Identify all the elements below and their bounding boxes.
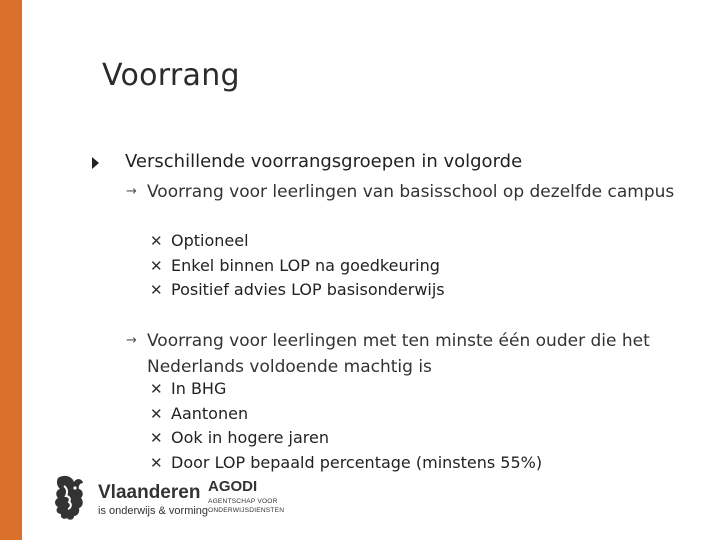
list-item: ✕ Door LOP bepaald percentage (minstens 55%) xyxy=(150,451,542,476)
arrow-bullet-icon: → xyxy=(126,184,137,199)
list-item: ✕ Ook in hogere jaren xyxy=(150,426,542,451)
cross-bullet-icon: ✕ xyxy=(150,232,163,250)
accent-sidebar xyxy=(0,0,22,540)
cross-bullet-icon: ✕ xyxy=(150,404,163,423)
vlaanderen-tagline: is onderwijs & vorming xyxy=(98,505,209,517)
list-item: ✕ Aantonen xyxy=(150,402,542,427)
slide-title: Voorrang xyxy=(102,58,240,93)
triangle-bullet-icon xyxy=(92,157,99,169)
footer-logos xyxy=(50,474,310,524)
group-2 xyxy=(126,328,707,380)
list-item: ✕ Optioneel xyxy=(150,229,445,254)
main-bullet-text: Verschillende voorrangsgroepen in volgorde xyxy=(125,151,523,172)
list-item: ✕ In BHG xyxy=(150,377,542,402)
group-1-items xyxy=(150,229,445,303)
vlaanderen-logo-text: Vlaanderen xyxy=(98,482,201,503)
cross-bullet-icon: ✕ xyxy=(150,380,163,398)
group-1-text: Voorrang voor leerlingen van basisschool op dezelfde campus xyxy=(147,182,675,202)
cross-bullet-icon: ✕ xyxy=(150,281,163,299)
cross-bullet-icon: ✕ xyxy=(150,429,163,447)
group-1 xyxy=(126,179,707,205)
group-2-text: Voorrang voor leerlingen met ten minste één ouder die het Nederlands voldoende machtig is xyxy=(147,331,650,377)
list-item: ✕ Enkel binnen LOP na goedkeuring xyxy=(150,254,445,279)
cross-bullet-icon: ✕ xyxy=(150,453,163,472)
agodi-logo-text: AGODI xyxy=(208,478,258,495)
list-item: ✕ Positief advies LOP basisonderwijs xyxy=(150,278,445,303)
cross-bullet-icon: ✕ xyxy=(150,256,163,275)
arrow-bullet-icon: → xyxy=(126,333,137,348)
agodi-tagline: AGENTSCHAP VOOR ONDERWIJSDIENSTEN xyxy=(208,498,285,514)
group-2-items xyxy=(150,377,542,475)
flemish-lion-icon xyxy=(50,474,90,522)
